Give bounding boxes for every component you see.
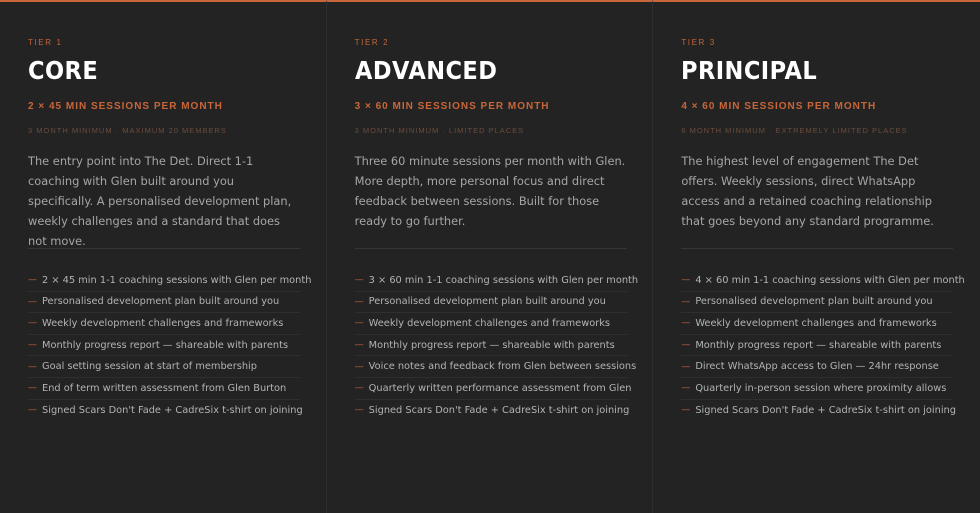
tier-title: PRINCIPAL [681,56,818,85]
list-item [354,270,639,292]
list-item [355,335,627,357]
dash-icon: — [681,361,691,372]
tier-minimum: 3 MONTH MINIMUM · LIMITED PLACES [354,126,525,135]
list-item [681,356,953,378]
dash-icon: — [354,318,364,329]
dash-icon: — [681,318,691,329]
tier-minimum: 6 MONTH MINIMUM · EXTREMELY LIMITED PLACES [681,126,908,135]
feature-text: 4 × 60 min 1-1 coaching sessions with Glen per month [695,274,965,286]
feature-text: Personalised development plan built around you [695,296,933,308]
tier-title: CORE [28,56,99,85]
dash-icon: — [28,296,37,307]
list-item [681,270,965,292]
feature-text: Monthly progress report — shareable with parents [368,339,615,351]
feature-text: 2 × 45 min 1-1 coaching sessions with Glen per month [42,274,312,286]
feature-text: 3 × 60 min 1-1 coaching sessions with Glen per month [368,274,639,286]
list-item [354,400,630,422]
feature-text: Quarterly in-person session where proximity allows [695,382,947,394]
feature-text: Signed Scars Don't Fade + CadreSix t-shirt on joining [695,404,956,416]
dash-icon: — [354,383,364,394]
tier-label: TIER 3 [681,38,716,47]
list-item [355,292,627,314]
feature-text: Direct WhatsApp access to Glen — 24hr response [695,361,939,373]
list-item [681,313,953,335]
tier-sessions: 3 × 60 MIN SESSIONS PER MONTH [354,101,550,112]
list-item [355,313,627,335]
feature-text: Voice notes and feedback from Glen between sessions [368,361,637,373]
feature-text: Quarterly written performance assessment from Glen [368,382,632,394]
dash-icon: — [28,361,37,372]
tier-description: The highest level of engagement The Det offers. Weekly sessions, direct WhatsApp access and a retained coaching relationship that goes beyond any standard programme. [681,154,934,228]
list-item [354,356,637,378]
tier-card-core [0,0,327,513]
feature-text: Goal setting session at start of membership [42,361,257,373]
feature-text: End of term written assessment from Glen Burton [42,382,287,394]
dash-icon: — [354,275,364,286]
feature-text: Personalised development plan built around you [42,296,280,308]
list-item [681,378,953,400]
dash-icon: — [28,405,37,416]
list-item [28,378,300,400]
tier-description: The entry point into The Det. Direct 1-1 coaching with Glen built around you specifically. A personalised development plan, weekly challenges and a standard that does not move. [28,154,292,248]
dash-icon: — [681,340,691,351]
tier-title: ADVANCED [354,56,498,85]
dash-icon: — [354,296,364,307]
tier-sessions: 2 × 45 MIN SESSIONS PER MONTH [28,101,223,112]
list-item [28,292,300,314]
feature-text: Weekly development challenges and frameworks [42,317,284,329]
dash-icon: — [354,361,364,372]
divider [355,248,627,249]
dash-icon: — [681,383,691,394]
divider [681,248,953,249]
tier-label: TIER 2 [354,38,390,47]
list-item [681,400,956,422]
tier-label: TIER 1 [28,38,63,47]
list-item [28,313,300,335]
dash-icon: — [354,405,364,416]
feature-text: Signed Scars Don't Fade + CadreSix t-shirt on joining [42,404,303,416]
dash-icon: — [28,275,37,286]
list-item [681,335,953,357]
feature-list [28,270,312,421]
list-item [28,400,303,422]
dash-icon: — [681,275,691,286]
list-item [681,292,953,314]
dash-icon: — [28,383,37,394]
list-item [354,378,632,400]
tier-card-advanced [327,0,654,513]
tier-description: Three 60 minute sessions per month with Glen. More depth, more personal focus and direct feedback between sessions. Built for those ready to go further. [354,154,626,228]
dash-icon: — [681,405,691,416]
feature-text: Signed Scars Don't Fade + CadreSix t-shirt on joining [368,404,630,416]
feature-text: Weekly development challenges and frameworks [368,317,611,329]
list-item [28,270,312,292]
feature-text: Monthly progress report — shareable with parents [695,339,942,351]
feature-list [354,270,639,421]
dash-icon: — [681,296,691,307]
tier-sessions: 4 × 60 MIN SESSIONS PER MONTH [681,101,877,112]
feature-text: Personalised development plan built around you [368,296,606,308]
dash-icon: — [354,340,364,351]
feature-list [681,270,965,421]
dash-icon: — [28,340,37,351]
tier-card-principal [653,0,980,513]
dash-icon: — [28,318,37,329]
feature-text: Weekly development challenges and frameworks [695,317,937,329]
list-item [28,356,300,378]
feature-text: Monthly progress report — shareable with parents [42,339,289,351]
tier-minimum: 3 MONTH MINIMUM · MAXIMUM 20 MEMBERS [28,126,227,135]
list-item [28,335,300,357]
